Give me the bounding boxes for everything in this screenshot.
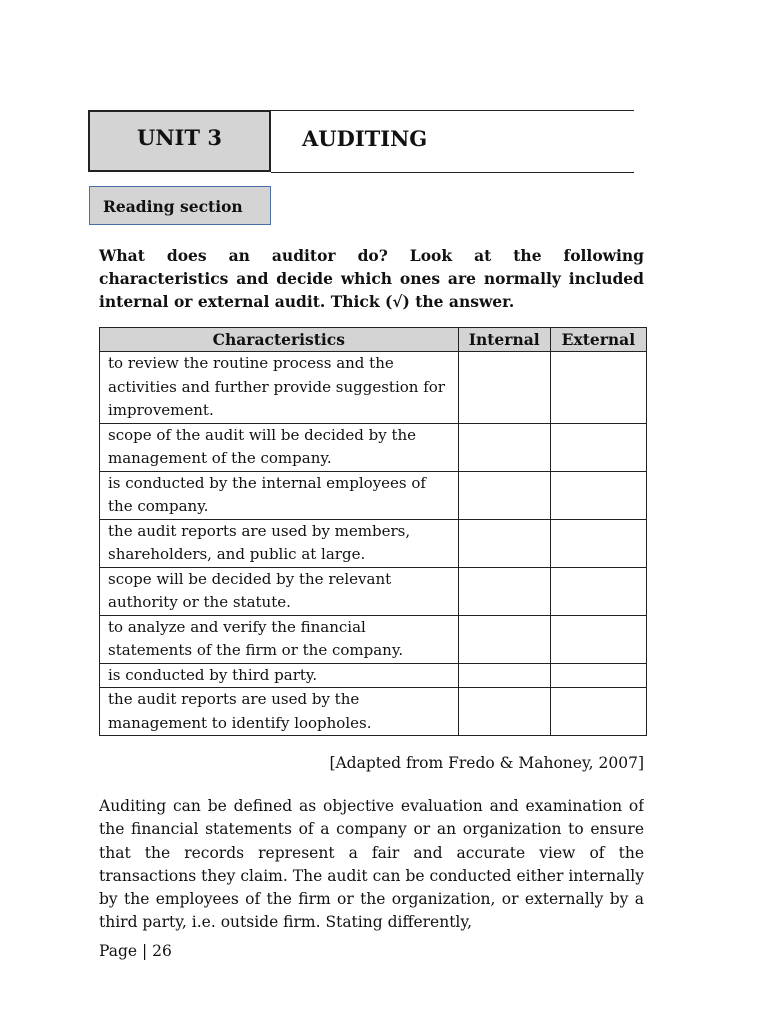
table-row	[100, 663, 647, 688]
citation: [Adapted from Fredo & Mahoney, 2007]	[329, 754, 644, 772]
internal-answer-cell[interactable]	[458, 423, 550, 471]
table-row	[100, 615, 647, 663]
external-answer-cell[interactable]	[550, 423, 646, 471]
external-answer-cell[interactable]	[550, 663, 646, 688]
row-characteristic: to review the routine process and the activities and further provide suggestion for improvement.	[100, 352, 459, 424]
row-characteristic: to analyze and verify the financial statements of the firm or the company.	[100, 615, 459, 663]
internal-answer-cell[interactable]	[458, 352, 550, 424]
characteristics-table	[99, 327, 647, 736]
internal-answer-cell[interactable]	[458, 471, 550, 519]
header-rule-top	[271, 110, 634, 111]
external-answer-cell[interactable]	[550, 519, 646, 567]
header-external: External	[550, 328, 646, 352]
external-answer-cell[interactable]	[550, 471, 646, 519]
external-answer-cell[interactable]	[550, 688, 646, 736]
header-characteristics: Characteristics	[100, 328, 459, 352]
table-row	[100, 567, 647, 615]
external-answer-cell[interactable]	[550, 567, 646, 615]
external-answer-cell[interactable]	[550, 615, 646, 663]
unit-label: UNIT 3	[88, 110, 271, 172]
section-label: Reading section	[89, 186, 271, 225]
row-characteristic: scope will be decided by the relevant authority or the statute.	[100, 567, 459, 615]
page-number: Page | 26	[99, 942, 172, 960]
row-characteristic: is conducted by third party.	[100, 663, 459, 688]
table-header-row	[100, 328, 647, 352]
unit-title: AUDITING	[302, 126, 428, 151]
internal-answer-cell[interactable]	[458, 519, 550, 567]
header-rule-bottom	[271, 172, 634, 173]
body-paragraph: Auditing can be defined as objective evaluation and examination of the financial statements of a company or an organization to ensure that the records represent a fair and accurate view of the transactions they claim. The audit can be conducted either internally by the employees of the firm or the organization, or externally by a third party, i.e. outside firm. Stating differently,	[99, 797, 644, 932]
row-characteristic: scope of the audit will be decided by the management of the company.	[100, 423, 459, 471]
table-row	[100, 519, 647, 567]
internal-answer-cell[interactable]	[458, 688, 550, 736]
internal-answer-cell[interactable]	[458, 615, 550, 663]
row-characteristic: the audit reports are used by the management to identify loopholes.	[100, 688, 459, 736]
table-row	[100, 471, 647, 519]
table-row	[100, 352, 647, 424]
row-characteristic: is conducted by the internal employees of the company.	[100, 471, 459, 519]
instructions: What does an auditor do? Look at the following characteristics and decide which ones are normally included internal or external audit. Thick (√) the answer.	[99, 246, 644, 311]
table-row	[100, 688, 647, 736]
internal-answer-cell[interactable]	[458, 567, 550, 615]
unit-header	[88, 110, 634, 174]
table-row	[100, 423, 647, 471]
header-internal: Internal	[458, 328, 550, 352]
internal-answer-cell[interactable]	[458, 663, 550, 688]
row-characteristic: the audit reports are used by members, shareholders, and public at large.	[100, 519, 459, 567]
external-answer-cell[interactable]	[550, 352, 646, 424]
